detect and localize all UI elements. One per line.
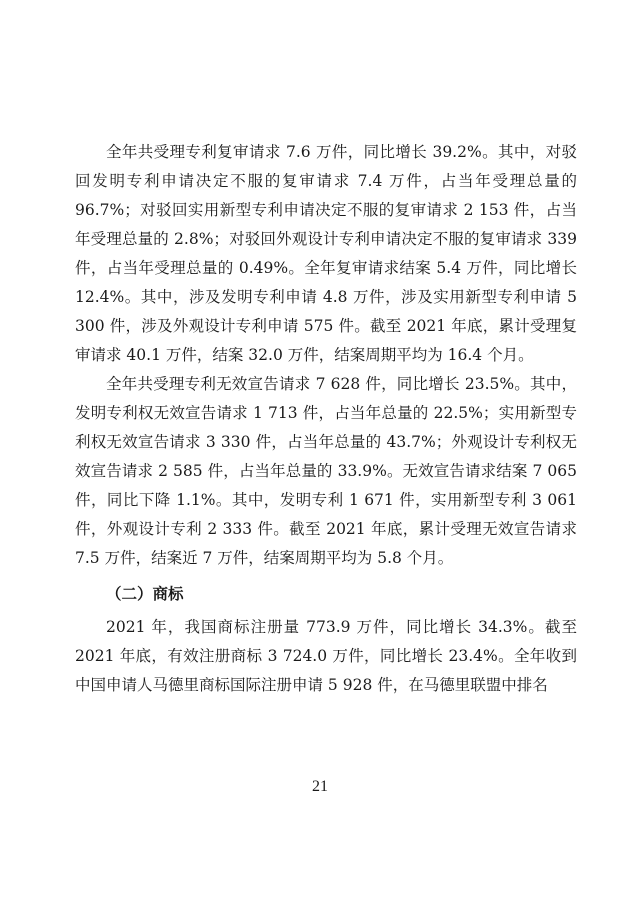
section-heading-trademark: （二）商标: [106, 585, 184, 603]
paragraph-trademark: 2021 年，我国商标注册量 773.9 万件，同比增长 34.3%。截至 2021 年底，有效注册商标 3 724.0 万件，同比增长 23.4%。全年收到中国申请人马德里商标国际注册申请 5 928 件，在马德里联盟中排名: [75, 618, 577, 694]
page-number: 21: [312, 778, 328, 795]
document-body: [75, 138, 577, 700]
paragraph-patent-reexamination: 全年共受理专利复审请求 7.6 万件，同比增长 39.2%。其中，对驳回发明专利申请决定不服的复审请求 7.4 万件，占当年受理总量的 96.7%；对驳回实用新型专利申请决定不服的复审请求 2 153 件，占当年受理总量的 2.8%；对驳回外观设计专利申请决定不服的复审请求 339 件，占当年受理总量的 0.49%。全年复审请求结案 5.4 万件，同比增长 12.4%。其中，涉及发明专利申请 4.8 万件，涉及实用新型专利申请 5 300 件，涉及外观设计专利申请 575 件。截至 2021 年底，累计受理复审请求 40.1 万件，结案 32.0 万件，结案周期平均为 16.4 个月。: [75, 143, 577, 364]
paragraph-patent-invalidation: 全年共受理专利无效宣告请求 7 628 件，同比增长 23.5%。其中，发明专利权无效宣告请求 1 713 件，占当年总量的 22.5%；实用新型专利权无效宣告请求 3 330 件，占当年总量的 43.7%；外观设计专利权无效宣告请求 2 585 件，占当年总量的 33.9%。无效宣告请求结案 7 065 件，同比下降 1.1%。其中，发明专利 1 671 件，实用新型专利 3 061 件，外观设计专利 2 333 件。截至 2021 年底，累计受理无效宣告请求 7.5 万件，结案近 7 万件，结案周期平均为 5.8 个月。: [75, 375, 577, 567]
